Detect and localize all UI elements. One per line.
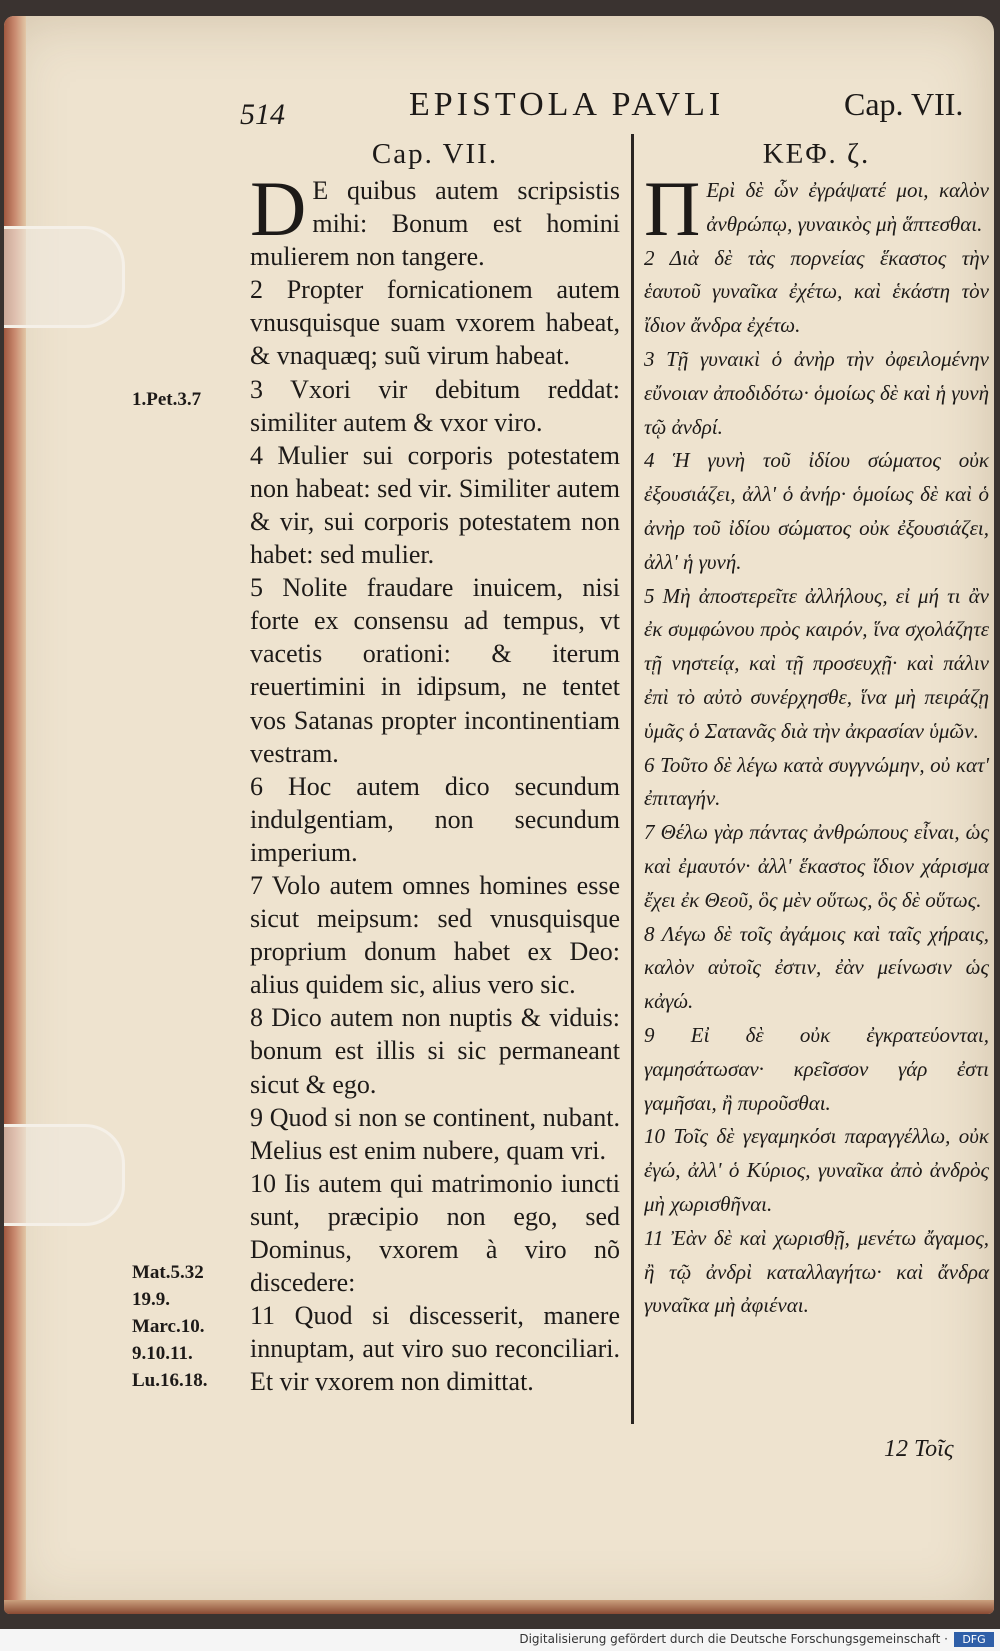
marginal-note: 1.Pet.3.7 [132, 389, 202, 410]
running-head: EPISTOLA PAVLI [409, 86, 725, 123]
marginal-note: 19.9. [132, 1289, 170, 1310]
greek-verse: 9 Εἰ δὲ οὐκ ἐγκρατεύονται, γαμησάτωσαν· κρεῖσσον γάρ ἐστι γαμῆσαι, ἢ πυροῦσθαι. [644, 1022, 989, 1115]
latin-verse: 8 Dico autem non nuptis & viduis: bonum est illis si sic permaneant sicut & ego. [250, 1003, 620, 1099]
latin-verse-1 [250, 165, 620, 273]
page-header [4, 78, 994, 131]
greek-verse-1-text: Ερὶ δὲ ὧν ἐγράψατέ μοι, καλὸν ἀνθρώπῳ, γυναικὸς μὴ ἅπτεσθαι. [706, 178, 989, 236]
greek-verse-1 [644, 165, 989, 252]
latin-verse-1-text: E quibus autem scripsistis mihi: Bonum est homini mulierem non tangere. [250, 176, 620, 272]
digitization-footer [0, 1629, 1000, 1651]
greek-chapter-title: ΚΕΦ. ζ. [762, 138, 871, 170]
greek-verse: 2 Διὰ δὲ τὰς πορνείας ἕκαστος τὴν ἑαυτοῦ γυναῖκα ἐχέτω, καὶ ἑκάστη τὸν ἴδιον ἄνδρα ἐχέτω. [644, 245, 989, 338]
greek-verse: 4 Ἡ γυνὴ τοῦ ἰδίου σώματος οὐκ ἐξουσιάζει, ἀλλ' ὁ ἀνήρ· ὁμοίως δὲ καὶ ὁ ἀνὴρ τοῦ ἰδίου σώματος οὐκ ἐξουσιάζει, ἀλλ' ἡ γυνή. [644, 448, 989, 574]
page-number: 514 [240, 98, 285, 131]
latin-verse: 2 Propter fornicationem autem vnusquisque suam vxorem habeat, & vnaquæq; suũ virum habeat. [250, 275, 620, 371]
page-bottom-edge [4, 1600, 994, 1614]
latin-verse: 5 Nolite fraudare inuicem, nisi forte ex consensu ad tempus, vt vacetis orationi: & iterum reuertimini in idipsum, ne tentet vos Satanas propter incontinentiam vestram. [250, 573, 620, 768]
page-clip-top [4, 226, 125, 328]
footer-credit: Digitalisierung gefördert durch die Deutsche Forschungsgemeinschaft · [519, 1632, 948, 1646]
latin-column [250, 136, 620, 1398]
latin-verse: 9 Quod si non se continent, nubant. Melius est enim nubere, quam vri. [250, 1102, 620, 1165]
greek-verse: 7 Θέλω γὰρ πάντας ἀνθρώπους εἶναι, ὡς καὶ ἐμαυτόν· ἀλλ' ἕκαστος ἴδιον χάρισμα ἔχει ἐκ Θεοῦ, ὃς μὲν οὕτως, ὃς δὲ οὕτως. [644, 820, 989, 912]
latin-verse: 10 Iis autem qui matrimonio iuncti sunt, præcipio non ego, sed Dominus, vxorem à viro nõ discedere: [250, 1168, 620, 1298]
latin-chapter-title: Cap. VII. [371, 138, 499, 170]
marginal-note: Mat.5.32 [132, 1262, 204, 1283]
latin-verse: 4 Mulier sui corporis potestatem non habeat: sed vir. Similiter autem & vir, sui corporis potestatem non habet: sed mulier. [250, 440, 620, 570]
catchword: 12 Τοῖς [884, 1436, 954, 1462]
book-page [4, 16, 994, 1614]
running-chapter: Cap. VII. [844, 86, 964, 122]
greek-verse: 6 Τοῦτο δὲ λέγω κατὰ συγγνώμην, οὐ κατ' ἐπιταγήν. [644, 752, 989, 811]
latin-verse: 6 Hoc autem dico secundum indulgentiam, non secundum imperium. [250, 771, 620, 867]
page-clip-bottom [4, 1124, 125, 1226]
greek-verse: 5 Μὴ ἀποστερεῖτε ἀλλήλους, εἰ μή τι ἂν ἐκ συμφώνου πρὸς καιρόν, ἵνα σχολάζητε τῇ νηστείᾳ, καὶ τῇ προσευχῇ· καὶ πάλιν ἐπὶ τὸ αὐτὸ συνέρχησθε, ἵνα μὴ πειράζῃ ὑμᾶς ὁ Σατανᾶς διὰ τὴν ἀκρασίαν ὑμῶν. [644, 583, 989, 743]
marginal-note: Lu.16.18. [132, 1370, 208, 1391]
greek-dropcap: Π [644, 165, 701, 252]
greek-verse: 11 Ἐὰν δὲ καὶ χωρισθῇ, μενέτω ἄγαμος, ἢ τῷ ἀνδρὶ καταλλαγήτω· καὶ ἄνδρα γυναῖκα μὴ ἀφιέναι. [644, 1225, 989, 1318]
marginal-note: Marc.10. [132, 1316, 205, 1337]
latin-verse: 11 Quod si discesserit, manere innuptam, aut viro suo reconciliari. Et vir vxorem non dimittat. [250, 1301, 620, 1397]
marginal-note: 9.10.11. [132, 1343, 193, 1364]
latin-verse: 3 Vxori vir debitum reddat: similiter autem & vxor viro. [250, 374, 620, 437]
greek-verse: 8 Λέγω δὲ τοῖς ἀγάμοις καὶ ταῖς χήραις, καλὸν αὐτοῖς ἐστιν, ἐὰν μείνωσιν ὡς κἀγώ. [644, 921, 989, 1014]
latin-verse: 7 Volo autem omnes homines esse sicut meipsum: sed vnusquisque proprium donum habet ex Deo: alius quidem sic, alius vero sic. [250, 870, 620, 1000]
latin-dropcap: D [250, 165, 307, 252]
greek-verse: 10 Τοῖς δὲ γεγαμηκόσι παραγγέλλω, οὐκ ἐγώ, ἀλλ' ὁ Κύριος, γυναῖκα ἀπὸ ἀνδρὸς μὴ χωρισθῆναι. [644, 1124, 989, 1216]
greek-column [644, 136, 989, 1323]
dfg-logo: DFG [954, 1632, 994, 1647]
column-divider [631, 134, 634, 1424]
greek-verse: 3 Τῇ γυναικὶ ὁ ἀνὴρ τὴν ὀφειλομένην εὔνοιαν ἀποδιδότω· ὁμοίως δὲ καὶ ἡ γυνὴ τῷ ἀνδρί. [644, 346, 989, 439]
